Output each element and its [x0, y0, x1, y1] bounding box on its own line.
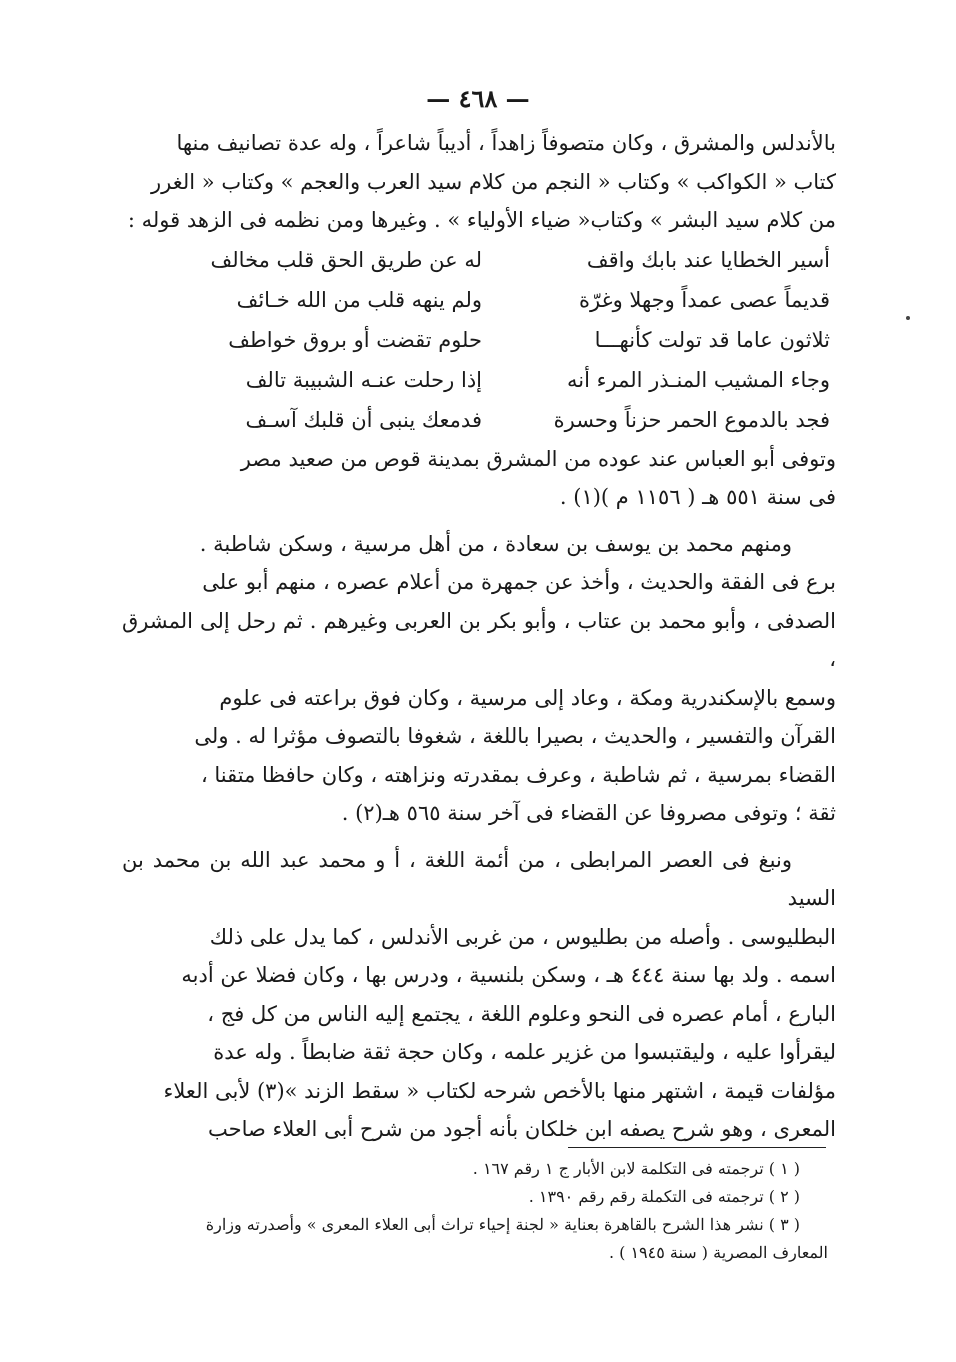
- text-line: الصدفى ، وأبو محمد بن عتاب ، وأبو بكر بن العربى وغيرهم . ثم رحل إلى المشرق ،: [122, 608, 836, 671]
- text-line: بالأندلس والمشرق ، وكان متصوفاً زاهداً ، أديباً شاعراً ، وله عدة تصانيف منها: [176, 131, 836, 155]
- ink-speck: [906, 316, 910, 320]
- text-line: فى سنة ٥٥١ هـ ( ١١٥٦ م )(١) .: [559, 485, 836, 509]
- text-line: البارع ، أمام عصره فى النحو وعلوم اللغة ، يجتمع إليه الناس من كل فج ،: [207, 1001, 836, 1026]
- text-line: ليقرأوا عليه ، وليقتبسوا من غزير علمه ، وكان حجة ثقة ضابطاً . وله عدة: [213, 1040, 836, 1064]
- text-line: برع فى الفقة والحديث ، وأخذ عن جمهرة من أعلام عصره ، منهم أبو على: [202, 570, 836, 594]
- text-line: وتوفى أبو العباس عند عوده من المشرق بمدينة قوص من صعيد مصر: [240, 446, 836, 471]
- verse-first-hemistich: فجد بالدموع الحمر حزناً وحسرة: [553, 407, 830, 432]
- verse-first-hemistich: وجاء المشيب المنـذر المرء أنه: [567, 367, 830, 392]
- verse-first-hemistich: أسير الخطايا عند بابك واقف: [586, 247, 830, 272]
- footnote: ( ٣ ) نشر هذا الشرح بالقاهرة بعناية « لجنة إحياء تراث أبى العلاء المعرى » وأصدرته وزارة: [205, 1215, 800, 1234]
- footnote: ( ١ ) ترجمته فى التكلمة لابن الأبار ج ١ رقم ١٦٧ .: [472, 1159, 800, 1178]
- verse-second-hemistich: حلوم تقضت أو بروق خواطف: [228, 327, 482, 352]
- text-line: كتاب « الكواكب » وكتاب « النجم من كلام سيد العرب والعجم » وكتاب « الغرر: [151, 169, 836, 194]
- footnote: ( ٢ ) ترجمته فى التكملة رقم رقم ١٣٩٠ .: [528, 1187, 800, 1206]
- text-line: اسمه . ولد بها سنة ٤٤٤ هـ ، وسكن بلنسية ، ودرس بها ، وكان فضلا عن أدبه: [181, 963, 836, 987]
- text-line: القرآن والتفسير ، والحديث ، بصيرا باللغة ، شغوفا بالتصوف مؤثرا له . ولى: [194, 724, 836, 748]
- poem-verse: [122, 400, 836, 440]
- verse-second-hemistich: ولم ينهه قلب من الله خـائف: [236, 287, 482, 312]
- paragraph-start-line: ومنهم محمد بن يوسف بن سعادة ، من أهل مرسية ، وسكن شاطبة .: [199, 531, 792, 556]
- page-number: — ٤٦٨ —: [426, 84, 530, 113]
- poem: [122, 240, 836, 440]
- footnote-divider: [568, 1147, 826, 1148]
- poem-verse: [122, 240, 836, 280]
- text-line: من كلام سيد البشر » وكتاب« ضياء الأولياء » . وغيرها ومن نظمه فى الزهد قوله :: [127, 208, 836, 232]
- verse-second-hemistich: فدمعك ينبى أن قلبك آسـف: [245, 407, 482, 432]
- poem-verse: [122, 360, 836, 400]
- verse-first-hemistich: قديماً عصى عمداً وجهلا وغرّة: [579, 287, 830, 312]
- poem-verse: [122, 320, 836, 360]
- text-line: وسمع بالإسكندرية ومكة ، وعاد إلى مرسية ، وكان فوق براعته فى علوم: [219, 685, 836, 710]
- poem-verse: [122, 280, 836, 320]
- verse-first-hemistich: ثلاثون عاما قد تولت كأنهـــا: [594, 327, 830, 352]
- page-body: [122, 124, 836, 1149]
- text-line: المعرى ، وهو شرح يصفه ابن خلكان بأنه أجود من شرح أبى العلاء صاحب: [208, 1117, 836, 1141]
- text-line: مؤلفات قيمة ، اشتهر منها بالأخص شرحه لكتاب « سقط الزند »(٣) لأبى العلاء: [163, 1078, 836, 1103]
- verse-second-hemistich: إذا رحلت عنـه الشبيبة تالف: [245, 367, 482, 392]
- footnote-continuation: المعارف المصرية ( سنة ١٩٤٥ ) .: [608, 1243, 828, 1262]
- text-line: ثقة ؛ وتوفى مصروفا عن القضاء فى آخر سنة ٥٦٥ هـ(٢) .: [341, 801, 836, 825]
- footnotes: [128, 1155, 828, 1267]
- text-line: البطليوسى . وأصله من بطليوس ، من غربى الأندلس ، كما يدل على ذلك: [209, 924, 836, 949]
- verse-second-hemistich: له عن طريق الحق قلب مخالف: [210, 247, 482, 272]
- paragraph-start-line: ونبغ فى العصر المرابطى ، من أئمة اللغة ، أ و محمد عبد الله بن محمد بن السيد: [122, 847, 836, 910]
- text-line: القضاء بمرسية ، ثم شاطبة ، وعرف بمقدرته ونزاهته ، وكان حافظا متقنا ،: [200, 762, 836, 787]
